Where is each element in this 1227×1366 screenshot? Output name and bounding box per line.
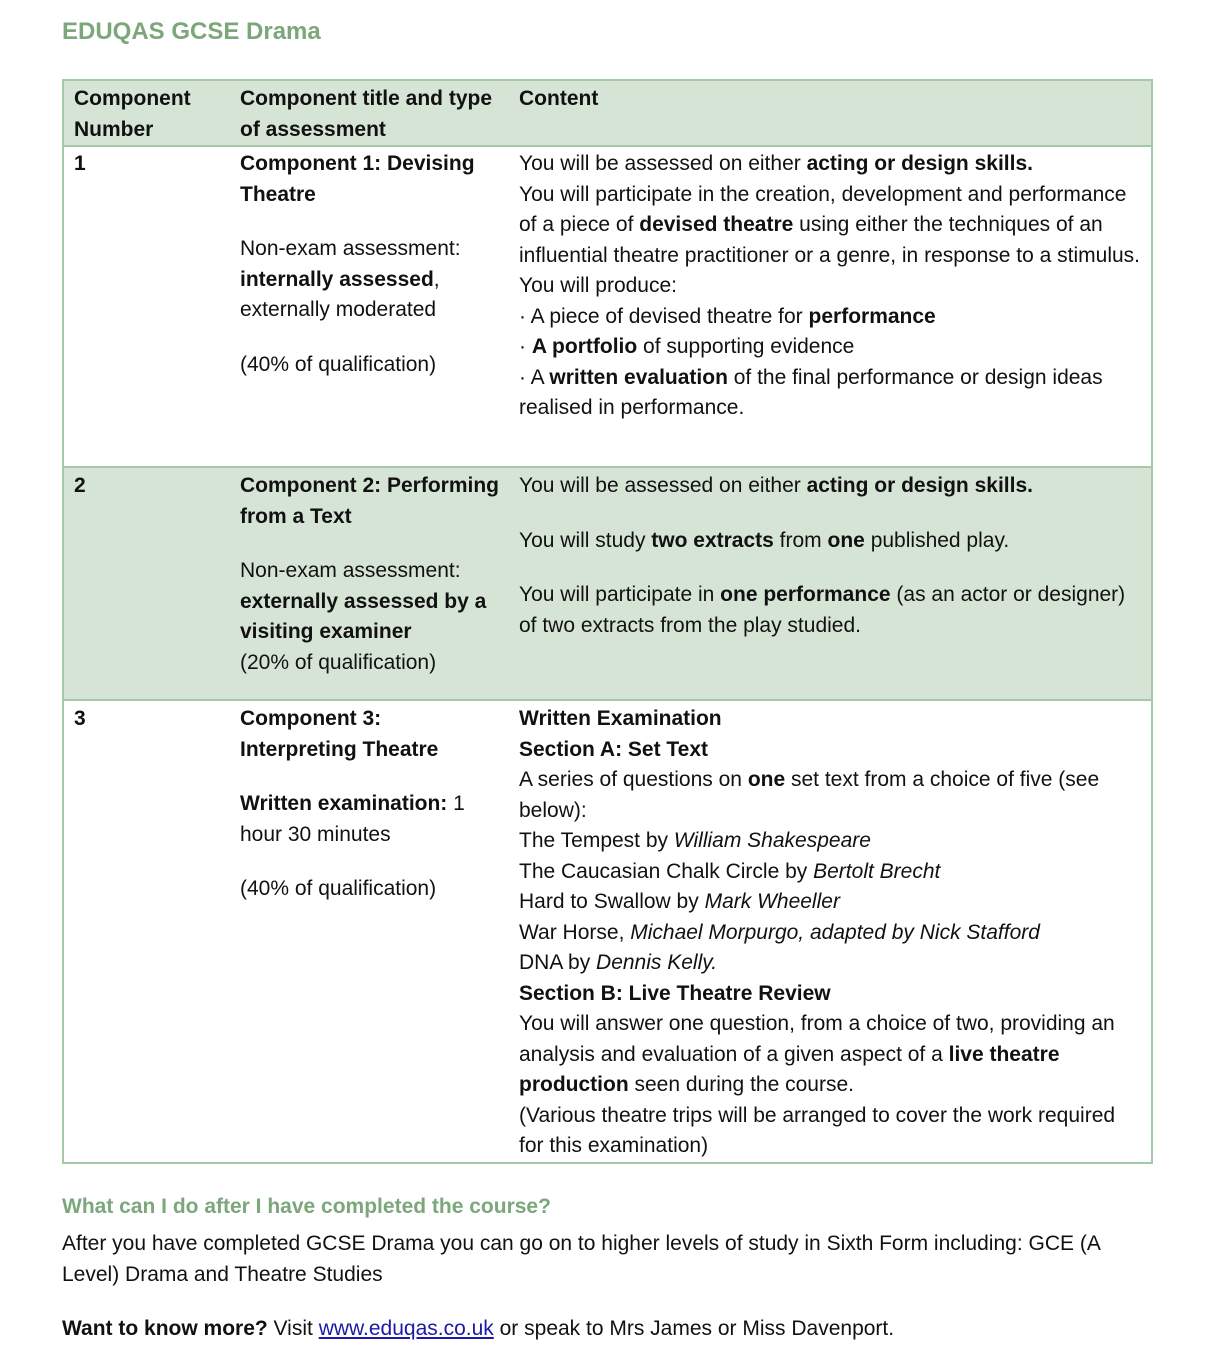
bullet-item: · A written evaluation of the final performance or design ideas realised in performance. [519,363,1141,424]
eduqas-link[interactable]: www.eduqas.co.uk [318,1317,494,1340]
set-text-item: DNA by Dennis Kelly. [519,951,718,974]
qualification-weight: (40% of qualification) [240,352,437,376]
content-cell [509,467,1152,700]
qualification-weight: (20% of qualification) [240,650,437,674]
set-text-item: Hard to Swallow by Mark Wheeller [519,890,840,913]
assessment-type: Non-exam assessment: externally assessed by a visiting examiner [240,559,487,643]
header-component-number: Component Number [74,87,191,141]
component-title: Component 3: Interpreting Theatre [240,707,439,761]
assessment-type: Non-exam assessment: internally assessed, externally moderated [240,237,461,321]
section-heading: Section A: Set Text [519,737,709,761]
component-number: 2 [74,474,86,497]
set-text-item: War Horse, Michael Morpurgo, adapted by Nick Stafford [519,920,1040,944]
header-content: Content [519,87,599,110]
components-table [62,79,1153,1164]
content-line: You will produce: [519,274,677,297]
content-line: You will participate in one performance (as an actor or designer) of two extracts from the play studied. [519,583,1126,637]
after-course-heading: What can I do after I have completed the course? [62,1195,551,1218]
component-title-cell [230,467,509,700]
content-cell [509,146,1152,467]
more-info-label: Want to know more? [62,1317,268,1340]
set-text-item: The Caucasian Chalk Circle by Bertolt Brecht [519,859,941,883]
assessment-type: Written examination: 1 hour 30 minutes [240,792,465,846]
component-title: Component 1: Devising Theatre [240,152,475,206]
content-line: You will participate in the creation, development and performance of a piece of devised theatre using either the techniques of an influential theatre practitioner or a genre, in response to a stimulus. [519,182,1141,267]
content-cell [509,700,1152,1163]
content-line: You will be assessed on either acting or design skills. [519,474,1033,497]
component-title: Component 2: Performing from a Text [240,474,500,528]
table-header-row [63,80,1152,146]
set-text-item: The Tempest by William Shakespeare [519,829,871,852]
more-info-line: Want to know more? Visit www.eduqas.co.uk or speak to Mrs James or Miss Davenport. [62,1317,895,1340]
component-number: 1 [74,152,86,175]
section-heading: Section B: Live Theatre Review [519,981,831,1005]
content-line: A series of questions on one set text from a choice of five (see below): [519,768,1100,822]
header-component-title: Component title and type of assessment [240,87,492,141]
component-title-cell [230,700,509,1163]
table-row [63,467,1152,700]
content-line: You will study two extracts from one published play. [519,528,1010,552]
after-course-text: After you have completed GCSE Drama you can go on to higher levels of study in Sixth Form including: GCE (A Level) Drama and Theatre Studies [62,1232,1100,1286]
content-line: (Various theatre trips will be arranged to cover the work required for this examination) [519,1103,1116,1157]
component-number: 3 [74,707,86,730]
qualification-weight: (40% of qualification) [240,877,437,900]
content-line: You will answer one question, from a choice of two, providing an analysis and evaluation of a given aspect of a live theatre production seen during the course. [519,1012,1115,1096]
page-title: EDUQAS GCSE Drama [62,18,321,45]
section-heading: Written Examination [519,707,722,730]
content-line: You will be assessed on either acting or design skills. [519,152,1033,175]
table-row [63,146,1152,467]
bullet-item: · A piece of devised theatre for performance [519,302,1141,333]
bullet-item: · A portfolio of supporting evidence [519,332,1141,363]
table-row [63,700,1152,1163]
component-title-cell [230,146,509,467]
